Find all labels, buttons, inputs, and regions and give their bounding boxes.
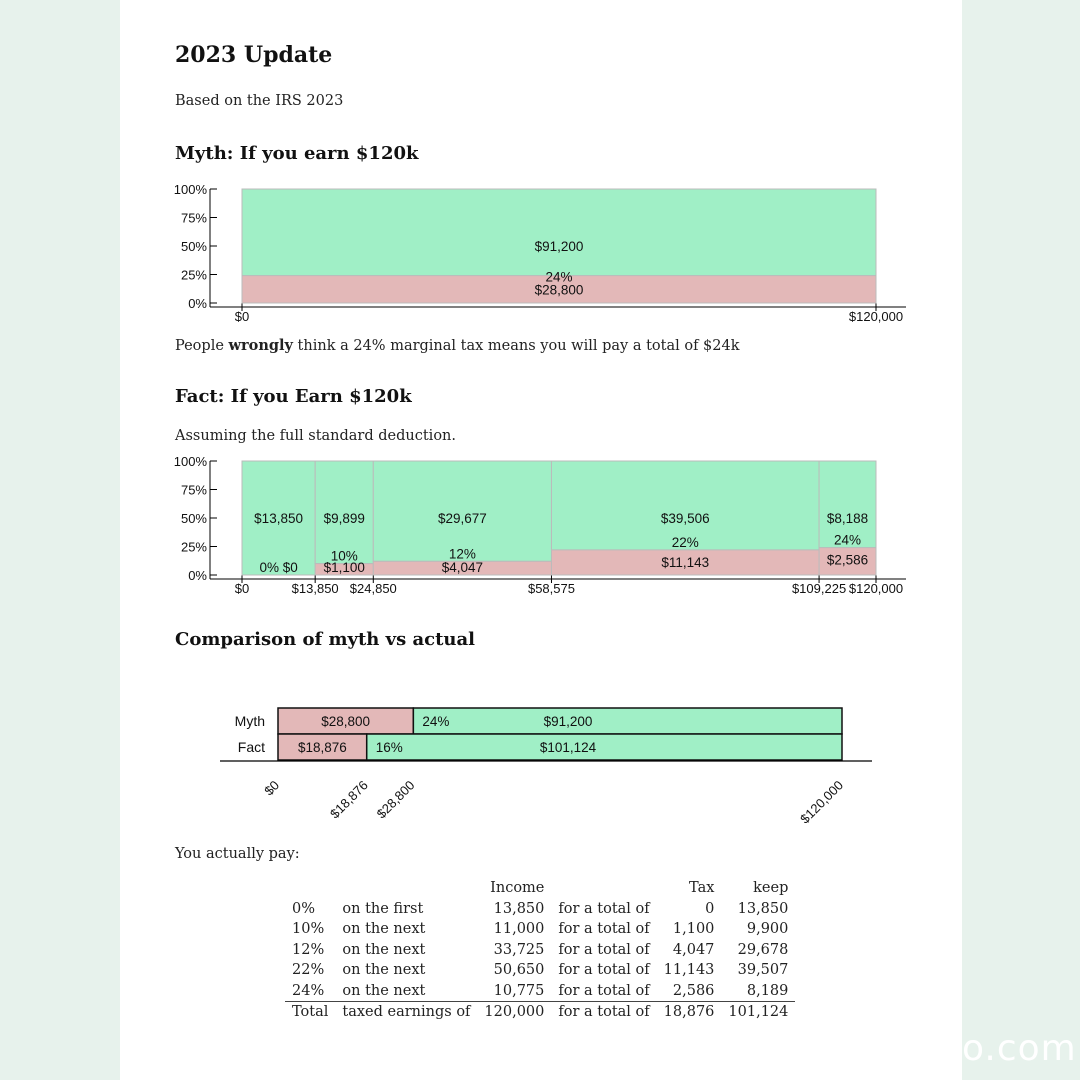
y-tick-label: 75% bbox=[180, 210, 207, 226]
cell-income: 50,650 bbox=[493, 962, 545, 979]
myth-note-after: think a 24% marginal tax means you will pay a total of $24k bbox=[292, 338, 740, 354]
y-tick-label: 75% bbox=[180, 482, 207, 498]
watermark-text: o.com bbox=[962, 1028, 1077, 1069]
myth-note bbox=[175, 337, 740, 354]
tax-label: $28,800 bbox=[321, 714, 371, 729]
row-label: Fact bbox=[237, 739, 265, 755]
x-tick-label: $18,876 bbox=[326, 777, 371, 822]
table-header-desc bbox=[335, 878, 477, 899]
x-tick-label: $58,575 bbox=[527, 581, 575, 596]
table-header-rate bbox=[285, 878, 335, 899]
x-tick-label: $0 bbox=[234, 581, 250, 596]
total-text: for a total of bbox=[551, 1002, 656, 1023]
cell-income: 33,725 bbox=[493, 941, 545, 958]
x-tick-label: $28,800 bbox=[373, 777, 418, 822]
cell-rate: 10% bbox=[292, 921, 325, 938]
y-tick-label: 100% bbox=[173, 454, 207, 469]
total-desc: taxed earnings of bbox=[335, 1002, 477, 1023]
keep-label: $29,677 bbox=[437, 511, 487, 526]
x-tick-label: $24,850 bbox=[349, 581, 397, 596]
cell-income: 10,775 bbox=[493, 982, 545, 999]
rate-label: 12% bbox=[448, 546, 476, 562]
table-row bbox=[285, 899, 795, 920]
y-tick-label: 100% bbox=[173, 182, 207, 197]
cell-desc: on the next bbox=[342, 982, 426, 999]
cell-income: 11,000 bbox=[493, 921, 545, 938]
page-subtitle: Based on the IRS 2023 bbox=[175, 93, 344, 109]
comparison-chart bbox=[120, 690, 962, 840]
tax-label: $11,143 bbox=[661, 554, 710, 570]
table-header-income: Income bbox=[490, 880, 545, 897]
cell-rate: 24% bbox=[292, 982, 325, 999]
cell-tax: 1,100 bbox=[672, 921, 715, 938]
table-total-row bbox=[285, 1002, 795, 1023]
y-tick-label: 0% bbox=[188, 296, 207, 311]
x-tick-label: $109,225 bbox=[791, 581, 847, 596]
x-tick-label: $0 bbox=[234, 309, 250, 324]
cell-keep: 8,189 bbox=[746, 982, 789, 999]
fact-chart bbox=[120, 444, 962, 600]
rate-label: 24% bbox=[422, 714, 450, 729]
tax-label: $1,100 bbox=[323, 560, 365, 575]
keep-label: $8,188 bbox=[826, 511, 869, 526]
keep-label: $13,850 bbox=[254, 511, 303, 526]
cell-total-text: for a total of bbox=[558, 941, 650, 958]
page-title: 2023 Update bbox=[175, 42, 333, 68]
tax-label: $2,586 bbox=[826, 552, 869, 568]
x-tick-label: $0 bbox=[261, 777, 283, 799]
x-tick-label: $120,000 bbox=[797, 777, 847, 827]
cell-desc: on the next bbox=[342, 962, 426, 979]
table-row bbox=[285, 919, 795, 940]
fact-note: Assuming the full standard deduction. bbox=[175, 428, 457, 444]
table-row bbox=[285, 960, 795, 981]
table-header-total bbox=[551, 878, 656, 899]
table-intro: You actually pay: bbox=[175, 846, 300, 862]
document-page bbox=[120, 0, 962, 1080]
keep-label: $39,506 bbox=[660, 511, 710, 526]
rate-label: 24% bbox=[834, 532, 862, 548]
comparison-heading: Comparison of myth vs actual bbox=[175, 629, 476, 650]
table-row bbox=[285, 981, 795, 1002]
total-keep: 101,124 bbox=[721, 1002, 795, 1023]
cell-rate: 12% bbox=[292, 941, 325, 958]
cell-total-text: for a total of bbox=[558, 982, 650, 999]
tax-label: $28,800 bbox=[534, 282, 584, 298]
rate-label: 22% bbox=[671, 534, 699, 550]
table-header-row bbox=[285, 878, 795, 899]
total-tax: 18,876 bbox=[657, 1002, 722, 1023]
row-label: Myth bbox=[234, 713, 265, 729]
rate-label: 16% bbox=[375, 740, 403, 755]
total-label: Total bbox=[285, 1002, 335, 1023]
keep-label: $91,200 bbox=[543, 714, 593, 729]
myth-heading: Myth: If you earn $120k bbox=[175, 143, 419, 164]
cell-keep: 29,678 bbox=[737, 941, 789, 958]
cell-tax: 0 bbox=[705, 900, 715, 917]
rate-label: 24% bbox=[545, 269, 573, 285]
cell-rate: 0% bbox=[292, 900, 316, 917]
cell-total-text: for a total of bbox=[558, 962, 650, 979]
cell-income: 13,850 bbox=[493, 900, 545, 917]
myth-note-bold: wrongly bbox=[228, 337, 293, 354]
keep-bar bbox=[367, 734, 842, 760]
x-tick-label: $13,850 bbox=[291, 581, 339, 596]
cell-keep: 9,900 bbox=[746, 921, 789, 938]
y-tick-label: 0% bbox=[188, 568, 207, 583]
table-header-keep: keep bbox=[753, 880, 789, 897]
y-tick-label: 50% bbox=[180, 511, 207, 526]
cell-keep: 13,850 bbox=[737, 900, 789, 917]
fact-heading: Fact: If you Earn $120k bbox=[175, 386, 412, 407]
y-tick-label: 25% bbox=[180, 267, 207, 283]
rate-label: 10% bbox=[330, 548, 358, 564]
x-tick-label: $120,000 bbox=[848, 581, 904, 596]
total-income: 120,000 bbox=[477, 1002, 551, 1023]
x-tick-label: $120,000 bbox=[848, 309, 904, 324]
cell-desc: on the first bbox=[342, 900, 424, 917]
table-header-tax: Tax bbox=[689, 880, 715, 897]
keep-bar bbox=[413, 708, 842, 734]
cell-rate: 22% bbox=[292, 962, 325, 979]
cell-total-text: for a total of bbox=[558, 900, 650, 917]
keep-bar bbox=[242, 189, 876, 276]
tax-label: $18,876 bbox=[297, 740, 347, 755]
myth-note-before: People bbox=[175, 338, 229, 354]
cell-total-text: for a total of bbox=[558, 921, 650, 938]
tax-table bbox=[285, 878, 795, 1023]
cell-desc: on the next bbox=[342, 941, 426, 958]
cell-tax: 4,047 bbox=[672, 941, 715, 958]
keep-label: $9,899 bbox=[323, 511, 365, 526]
tax-label: $4,047 bbox=[441, 560, 484, 575]
table-row bbox=[285, 940, 795, 961]
cell-tax: 11,143 bbox=[663, 962, 715, 979]
cell-desc: on the next bbox=[342, 921, 426, 938]
cell-keep: 39,507 bbox=[737, 962, 789, 979]
y-tick-label: 25% bbox=[180, 539, 207, 555]
cell-tax: 2,586 bbox=[672, 982, 715, 999]
y-tick-label: 50% bbox=[180, 239, 207, 254]
myth-chart bbox=[120, 172, 962, 327]
keep-label: $101,124 bbox=[539, 740, 597, 755]
keep-label: $91,200 bbox=[534, 239, 584, 254]
rate-tax-label: 0% $0 bbox=[259, 560, 298, 575]
